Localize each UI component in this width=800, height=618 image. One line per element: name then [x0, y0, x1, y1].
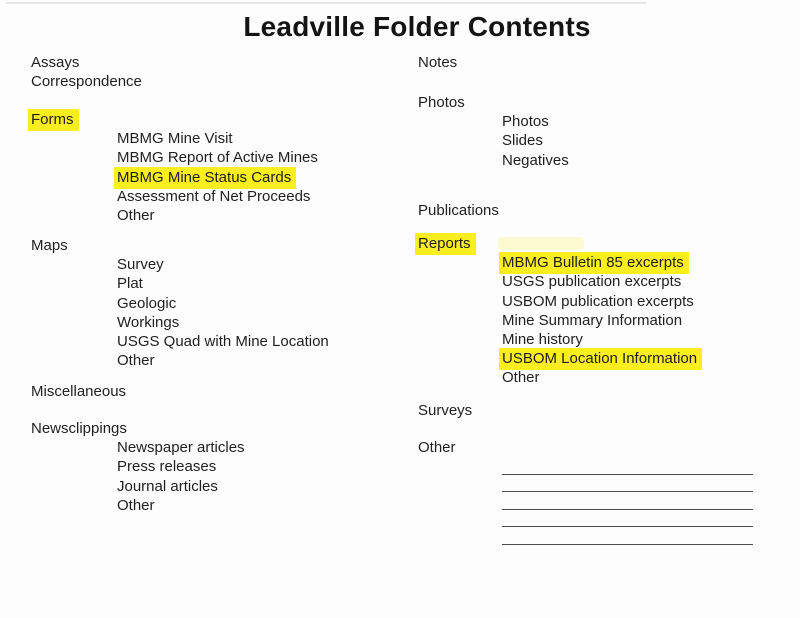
write-in-line [502, 510, 753, 528]
section-other [418, 438, 456, 457]
section-heading-newsclippings: Newsclippings [31, 420, 127, 437]
highlighted-text: MBMG Bulletin 85 excerpts [499, 252, 689, 274]
list-item: Press releases [117, 458, 217, 476]
list-item: Negatives [502, 151, 569, 169]
list-item: Other [502, 369, 540, 387]
forms-item-list [117, 129, 318, 225]
list-item: Photos [502, 113, 549, 131]
list-item: Mine Summary Information [502, 311, 683, 329]
section-heading-notes: Notes [418, 54, 458, 71]
list-item: Journal articles [117, 477, 218, 495]
list-item: Survey [117, 256, 164, 274]
list-item: Slides [502, 132, 543, 150]
list-item: Plat [117, 275, 143, 293]
list-item: Other [117, 496, 155, 514]
reports-item-list [502, 253, 702, 387]
highlighted-text: Forms [28, 109, 79, 131]
section-heading-reports [418, 234, 702, 253]
list-item [117, 168, 318, 187]
section-surveys [418, 401, 472, 420]
list-item: MBMG Mine Visit [117, 130, 233, 148]
list-item: Mine history [502, 331, 583, 349]
section-reports [418, 234, 702, 388]
scan-edge-line [6, 2, 646, 4]
write-in-lines [502, 457, 753, 545]
list-item: Newspaper articles [117, 439, 245, 457]
list-item: USBOM publication excerpts [502, 292, 694, 310]
section-photos [418, 93, 569, 170]
list-item: Other [117, 352, 155, 370]
highlighted-text: USBOM Location Information [499, 348, 702, 370]
list-item: Assessment of Net Proceeds [117, 187, 311, 205]
section-heading-publications: Publications [418, 202, 499, 219]
highlighted-text: MBMG Mine Status Cards [114, 167, 296, 189]
write-in-line [502, 475, 753, 493]
list-item: Workings [117, 313, 180, 331]
list-item: Assays [31, 54, 80, 71]
list-item: Correspondence [31, 73, 142, 91]
highlighted-text: Reports [415, 233, 476, 255]
section-notes [418, 53, 457, 72]
list-item: MBMG Report of Active Mines [117, 149, 318, 167]
write-in-line [502, 492, 753, 510]
section-heading-surveys: Surveys [418, 402, 473, 419]
newsclippings-item-list [117, 438, 245, 515]
section-heading-other: Other [418, 439, 456, 456]
section-miscellaneous [31, 382, 126, 401]
list-item: Geologic [117, 294, 177, 312]
section-heading-maps: Maps [31, 237, 68, 254]
page-title: Leadville Folder Contents [243, 11, 591, 42]
list-item [502, 349, 702, 368]
write-in-line [502, 457, 753, 475]
write-in-line [502, 527, 753, 545]
section-heading-miscellaneous: Miscellaneous [31, 383, 127, 400]
section-forms [31, 110, 318, 225]
section-heading-photos: Photos [418, 94, 465, 111]
section-heading-forms [31, 110, 318, 129]
section-maps [31, 236, 329, 370]
list-item: USGS Quad with Mine Location [117, 333, 329, 351]
section-publications [418, 201, 499, 220]
list-item: Other [117, 207, 155, 225]
section-newsclippings [31, 419, 245, 515]
photos-item-list [502, 112, 569, 170]
list-item [502, 253, 702, 272]
section-top-items [31, 53, 142, 91]
maps-item-list [117, 255, 329, 370]
list-item: USGS publication excerpts [502, 273, 682, 291]
